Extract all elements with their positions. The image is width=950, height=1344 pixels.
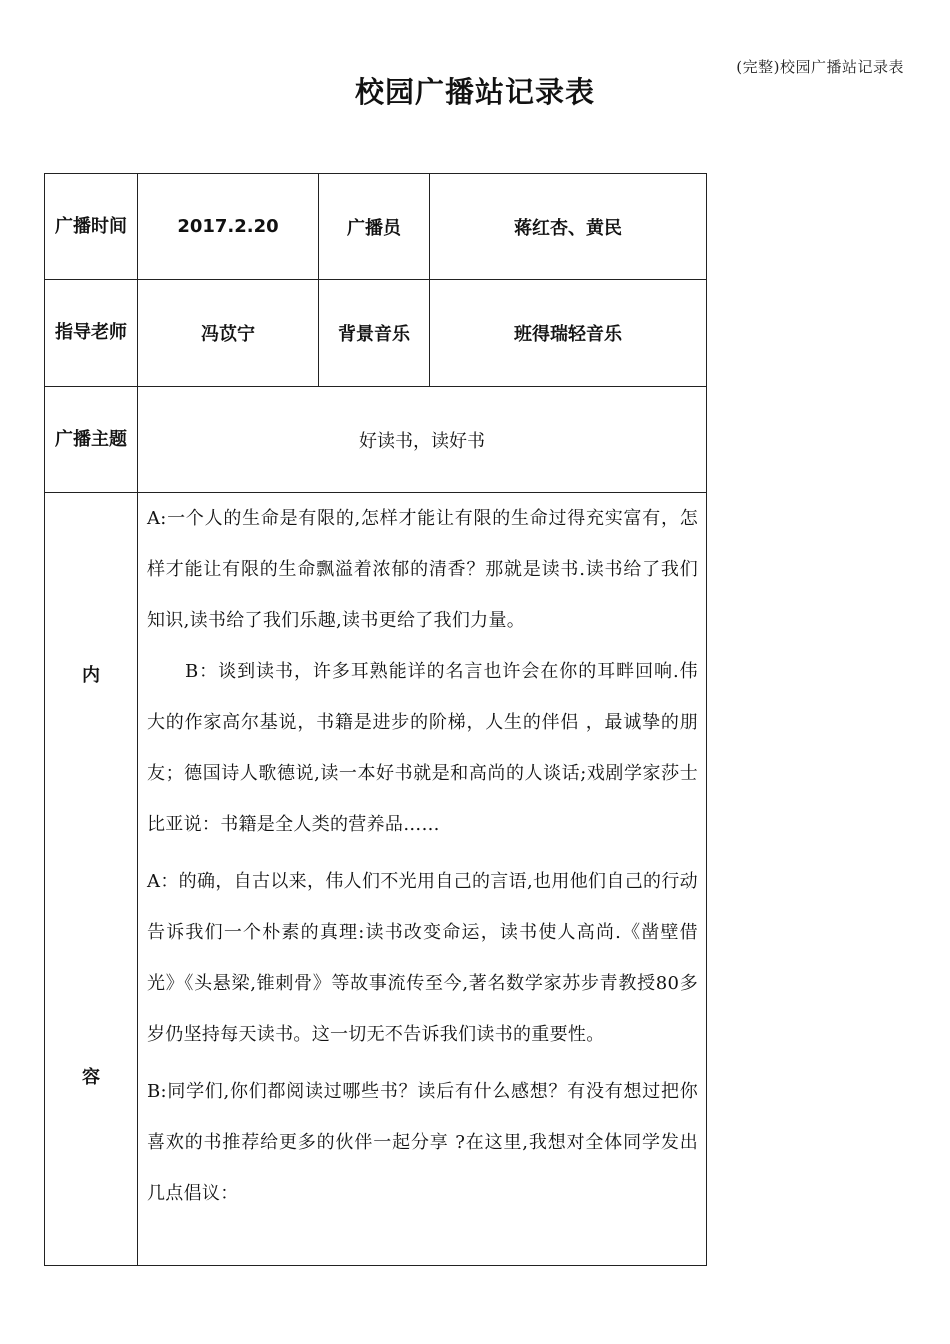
row-time <box>45 174 707 280</box>
header-note: (完整)校园广播站记录表 <box>736 58 904 76</box>
content-label-top: 内 <box>82 665 100 686</box>
row-content <box>45 493 707 1266</box>
time-label: 广播时间 <box>45 174 138 280</box>
teacher-value: 冯苡宁 <box>138 280 319 387</box>
content-paragraph-3: A：的确，自古以来，伟人们不光用自己的言语,也用他们自己的行动告诉我们一个朴素的真理:读书改变命运，读书使人高尚.《凿壁借光》《头悬梁,锥刺骨》等故事流传至今,著名数学家苏步青教授80多岁仍坚持每天读书。这一切无不告诉我们读书的重要性。 <box>147 871 698 1045</box>
music-value: 班得瑞轻音乐 <box>430 280 707 387</box>
music-label: 背景音乐 <box>319 280 430 387</box>
content-body <box>138 493 707 1266</box>
theme-value: 好读书，读好书 <box>138 387 707 493</box>
content-paragraph-1: A:一个人的生命是有限的,怎样才能让有限的生命过得充实富有，怎样才能让有限的生命飘溢着浓郁的清香？那就是读书.读书给了我们知识,读书给了我们乐趣,读书更给了我们力量。 <box>147 508 698 631</box>
content-paragraph-4: B:同学们,你们都阅读过哪些书？读后有什么感想？有没有想过把你喜欢的书推荐给更多的伙伴一起分享 ?在这里,我想对全体同学发出几点倡议： <box>147 1081 698 1204</box>
host-label: 广播员 <box>319 174 430 280</box>
theme-label: 广播主题 <box>45 387 138 493</box>
row-teacher <box>45 280 707 387</box>
host-value: 蒋红杏、黄民 <box>430 174 707 280</box>
page-title: 校园广播站记录表 <box>354 75 595 109</box>
time-value: 2017.2.20 <box>138 174 319 280</box>
teacher-label: 指导老师 <box>45 280 138 387</box>
content-label-bottom: 容 <box>82 1067 100 1088</box>
content-paragraph-2: B：谈到读书，许多耳熟能详的名言也许会在你的耳畔回响.伟大的作家高尔基说，书籍是进步的阶梯，人生的伴侣 ，最诚挚的朋友；德国诗人歌德说,读一本好书就是和高尚的人谈话;戏剧学家莎士比亚说：书籍是全人类的营养品…… <box>147 661 698 835</box>
content-label <box>45 493 138 1266</box>
record-table <box>44 173 707 1266</box>
row-theme <box>45 387 707 493</box>
